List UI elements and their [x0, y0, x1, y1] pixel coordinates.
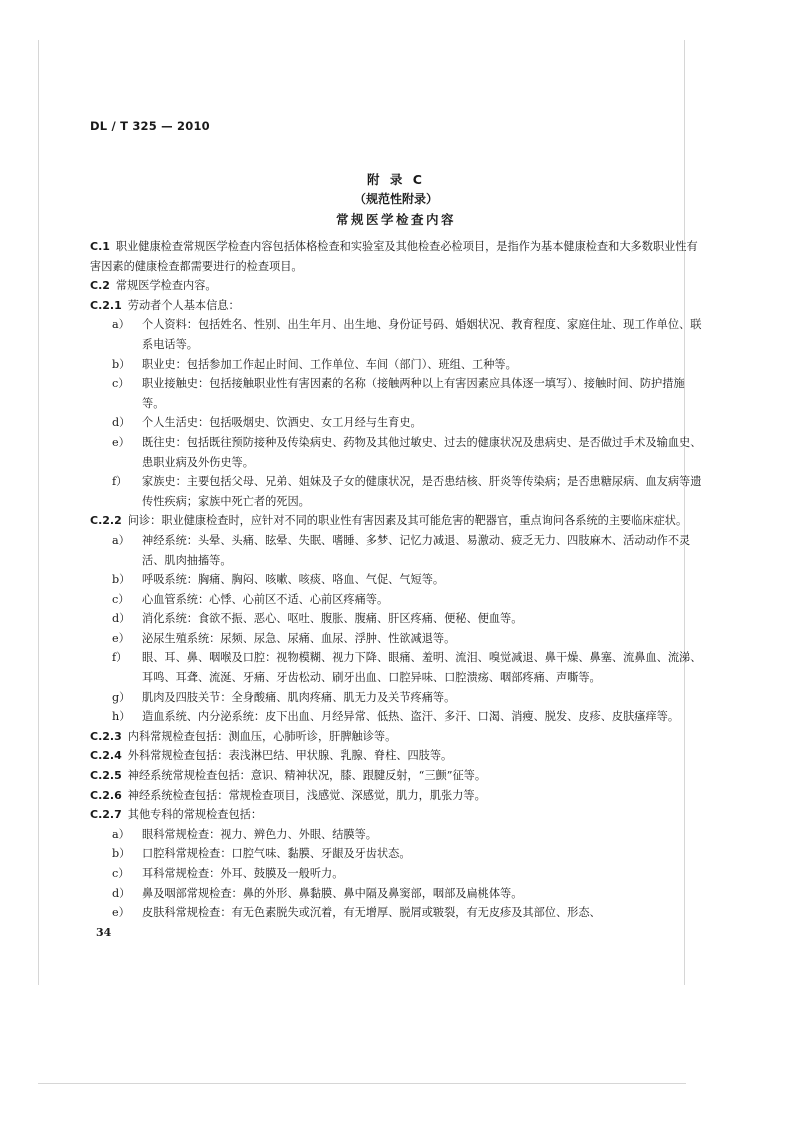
clause-c2-1: C.2.1 劳动者个人基本信息： [90, 298, 240, 312]
standard-code: DL / T 325 — 2010 [90, 119, 210, 133]
list-item: f） 家族史：主要包括父母、兄弟、姐妹及子女的健康状况，是否患结核、肝炎等传染病；是否患糖尿病、血友病等遗传性疾病；家族中死亡者的死因。 [112, 475, 702, 508]
page-border-bottom [38, 1083, 686, 1084]
list-item: d） 消化系统：食欲不振、恶心、呕吐、腹胀、腹痛、肝区疼痛、便秘、便血等。 [112, 612, 523, 626]
list-item: c） 耳科常规检查：外耳、鼓膜及一般听力。 [112, 867, 344, 880]
clause-c2-4: C.2.4 外科常规检查包括：表浅淋巴结、甲状腺、乳腺、脊柱、四肢等。 [90, 749, 453, 763]
clause-c1: C.1 职业健康检查常规医学检查内容包括体格检查和实验室及其他检查必检项目，是指作为基本健康检查和大多数职业性有害因素的健康检查都需要进行的检查项目。 [90, 240, 698, 273]
list-item: e） 皮肤科常规检查：有无色素脱失或沉着，有无增厚、脱屑或皲裂，有无皮疹及其部位、形态、 [112, 906, 601, 920]
list-item: b） 呼吸系统：胸痛、胸闷、咳嗽、咳痰、咯血、气促、气短等。 [112, 573, 445, 587]
list-item: c） 心血管系统：心悸、心前区不适、心前区疼痛等。 [112, 592, 389, 606]
list-item: d） 个人生活史：包括吸烟史、饮酒史、女工月经与生育史。 [112, 416, 422, 430]
clause-c2-5: C.2.5 神经系统常规检查包括：意识、精神状况，膝、跟腱反射，“三颤”征等。 [90, 769, 487, 783]
list-item: a） 神经系统：头晕、头痛、眩晕、失眠、嗜睡、多梦、记忆力减退、易激动、疲乏无力、四肢麻木、活动动作不灵活、肌肉抽搐等。 [112, 533, 691, 567]
list-item: h） 造血系统、内分泌系统：皮下出血、月经异常、低热、盗汗、多汗、口渴、消瘦、脱发、皮疹、皮肤瘙痒等。 [112, 710, 680, 724]
list-item: g） 肌肉及四肢关节：全身酸痛、肌肉疼痛、肌无力及关节疼痛等。 [112, 690, 456, 704]
list-item: f） 眼、耳、鼻、咽喉及口腔：视物模糊、视力下降、眼痛、羞明、流泪、嗅觉减退、鼻干燥、鼻塞、流鼻血、流涕、耳鸣、耳聋、流涎、牙痛、牙齿松动、刷牙出血、口腔异味、口腔溃疡、咽部疼痛、声嘶等。 [112, 651, 702, 685]
list-item: d） 鼻及咽部常规检查：鼻的外形、鼻黏膜、鼻中隔及鼻窦部，咽部及扁桃体等。 [112, 886, 523, 900]
clause-c2: C.2 常规医学检查内容。 [90, 279, 217, 293]
document-body [90, 237, 702, 923]
list-item: e） 既往史：包括既往预防接种及传染病史、药物及其他过敏史、过去的健康状况及患病史、是否做过手术及输血史、患职业病及外伤史等。 [112, 435, 702, 469]
list-item: b） 口腔科常规检查：口腔气味、黏膜、牙龈及牙齿状态。 [112, 847, 411, 861]
appendix-heading: 常规医学检查内容 [335, 212, 456, 227]
list-item: e） 泌尿生殖系统：尿频、尿急、尿痛、血尿、浮肿、性欲减退等。 [112, 631, 456, 645]
clause-c2-3: C.2.3 内科常规检查包括：测血压，心肺听诊，肝脾触诊等。 [90, 729, 397, 743]
clause-c2-7: C.2.7 其他专科的常规检查包括： [90, 808, 263, 822]
page-border-left [38, 40, 39, 985]
appendix-title: 附 录 C [367, 172, 425, 187]
page-number: 34 [96, 926, 112, 939]
list-item: a） 个人资料：包括姓名、性别、出生年月、出生地、身份证号码、婚姻状况、教育程度、家庭住址、现工作单位、联系电话等。 [112, 318, 702, 351]
clause-c2-2: C.2.2 问诊：职业健康检查时，应针对不同的职业性有害因素及其可能危害的靶器官，重点询问各系统的主要临床症状。 [90, 514, 688, 528]
appendix-type: （规范性附录） [353, 192, 438, 206]
clause-c2-6: C.2.6 神经系统检查包括：常规检查项目，浅感觉、深感觉，肌力，肌张力等。 [90, 788, 486, 802]
list-item: a） 眼科常规检查：视力、辨色力、外眼、结膜等。 [112, 827, 377, 841]
list-item: b） 职业史：包括参加工作起止时间、工作单位、车间（部门）、班组、工种等。 [112, 357, 517, 371]
list-item: c） 职业接触史：包括接触职业性有害因素的名称（接触两种以上有害因素应具体逐一填写）、接触时间、防护措施等。 [112, 377, 685, 410]
